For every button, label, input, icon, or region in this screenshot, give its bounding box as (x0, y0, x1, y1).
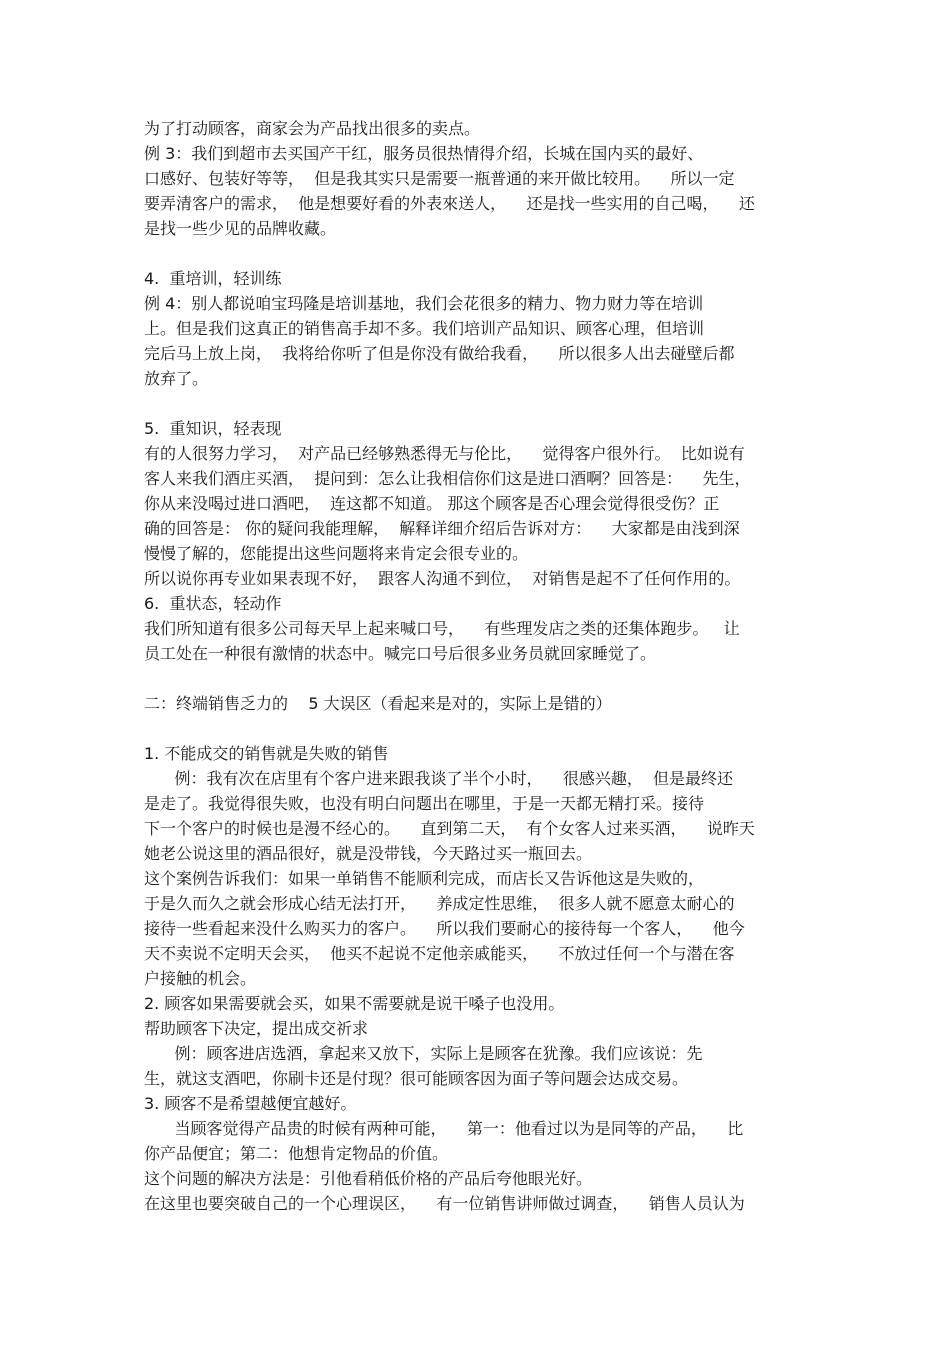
chapter-heading: 二：终端销售乏力的 5 大误区（看起来是对的，实际上是错的） (144, 694, 612, 713)
section-heading: 5. 重知识，轻表现 (144, 419, 282, 438)
text-line: 是找一些少见的品牌收藏。 (144, 219, 337, 238)
text-line: 下一个客户的时候也是漫不经心的。 直到第二天， 有个女客人过来买酒， 说昨天 (144, 819, 755, 838)
text-line: 例 4：别人都说咱宝玛隆是培训基地，我们会花很多的精力、物力财力等在培训 (144, 294, 704, 313)
text-line: 所以说你再专业如果表现不好， 跟客人沟通不到位， 对销售是起不了任何作用的。 (144, 569, 741, 588)
blank-line (144, 391, 824, 416)
section-heading: 4. 重培训，轻训练 (144, 269, 282, 288)
text-line: 这个问题的解决方法是：引他看稍低价格的产品后夸他眼光好。 (144, 1169, 593, 1188)
text-line: 有的人很努力学习， 对产品已经够熟悉得无与伦比， 觉得客户很外行。 比如说有 (144, 444, 745, 463)
blank-line (144, 241, 824, 266)
text-line: 上。但是我们这真正的销售高手却不多。我们培训产品知识、顾客心理，但培训 (144, 319, 705, 338)
text-line: 客人来我们酒庄买酒， 提问到：怎么让我相信你们这是进口酒啊？回答是： 先生， (144, 469, 751, 488)
text-line: 生，就这支酒吧，你刷卡还是付现？很可能顾客因为面子等问题会达成交易。 (144, 1069, 689, 1088)
section-heading: 6. 重状态，轻动作 (144, 594, 282, 613)
text-line: 这个案例告诉我们：如果一单销售不能顺利完成，而店长又告诉他这是失败的， (144, 869, 705, 888)
text-line: 帮助顾客下决定，提出成交祈求 (144, 1019, 369, 1038)
text-line: 接待一些看起来没什么购买力的客户。 所以我们要耐心的接待每一个客人， 他今 (144, 919, 745, 938)
text-line: 我们所知道有很多公司每天早上起来喊口号， 有些理发店之类的还集体跑步。 让 (144, 619, 740, 638)
text-line: 当顾客觉得产品贵的时候有两种可能， 第一：他看过以为是同等的产品， 比 (144, 1119, 744, 1138)
text-line: 天不卖说不定明天会买， 他买不起说不定他亲戚能买， 不放过任何一个与潜在客 (144, 944, 735, 963)
text-line: 你从来没喝过进口酒吧， 连这都不知道。 那这个顾客是否心理会觉得很受伤？正 (144, 494, 720, 513)
text-line: 员工处在一种很有激情的状态中。喊完口号后很多业务员就回家睡觉了。 (144, 644, 657, 663)
text-line: 确的回答是： 你的疑问我能理解， 解释详细介绍后告诉对方： 大家都是由浅到深 (144, 519, 740, 538)
document-body (144, 116, 824, 1216)
text-line: 为了打动顾客，商家会为产品找出很多的卖点。 (144, 119, 481, 138)
text-line: 户接触的机会。 (144, 969, 257, 988)
text-line: 于是久而久之就会形成心结无法打开， 养成定性思维， 很多人就不愿意太耐心的 (144, 894, 735, 913)
text-line: 例 3：我们到超市去买国产干红，服务员很热情得介绍，长城在国内买的最好、 (144, 144, 704, 163)
section-heading: 2. 顾客如果需要就会买，如果不需要就是说干嗓子也没用。 (144, 994, 565, 1013)
section-heading: 1. 不能成交的销售就是失败的销售 (144, 744, 389, 763)
text-line: 放弃了。 (144, 369, 209, 388)
text-line: 是走了。我觉得很失败，也没有明白问题出在哪里，于是一天都无精打采。接待 (144, 794, 705, 813)
text-line: 要弄清客户的需求， 他是想要好看的外表來送人， 还是找一些实用的自己喝， 还 (144, 194, 755, 213)
text-line: 完后马上放上岗， 我将给你听了但是你没有做给我看， 所以很多人出去碰壁后都 (144, 344, 735, 363)
text-line: 慢慢了解的，您能提出这些问题将来肯定会很专业的。 (144, 544, 529, 563)
section-heading: 3. 顾客不是希望越便宜越好。 (144, 1094, 357, 1113)
text-line: 你产品便宜；第二：他想肯定物品的价值。 (144, 1144, 449, 1163)
text-line: 例：我有次在店里有个客户进来跟我谈了半个小时， 很感兴趣， 但是最终还 (144, 769, 734, 788)
text-line: 她老公说这里的酒品很好，就是没带钱，今天路过买一瓶回去。 (144, 844, 593, 863)
text-line: 例：顾客进店选酒，拿起来又放下，实际上是顾客在犹豫。我们应该说：先 (144, 1044, 703, 1063)
blank-line (144, 716, 824, 741)
text-line: 口感好、包装好等等， 但是我其实只是需要一瓶普通的来开做比较用。 所以一定 (144, 169, 735, 188)
text-line: 在这里也要突破自己的一个心理误区， 有一位销售讲师做过调查， 销售人员认为 (144, 1194, 745, 1213)
blank-line (144, 666, 824, 691)
